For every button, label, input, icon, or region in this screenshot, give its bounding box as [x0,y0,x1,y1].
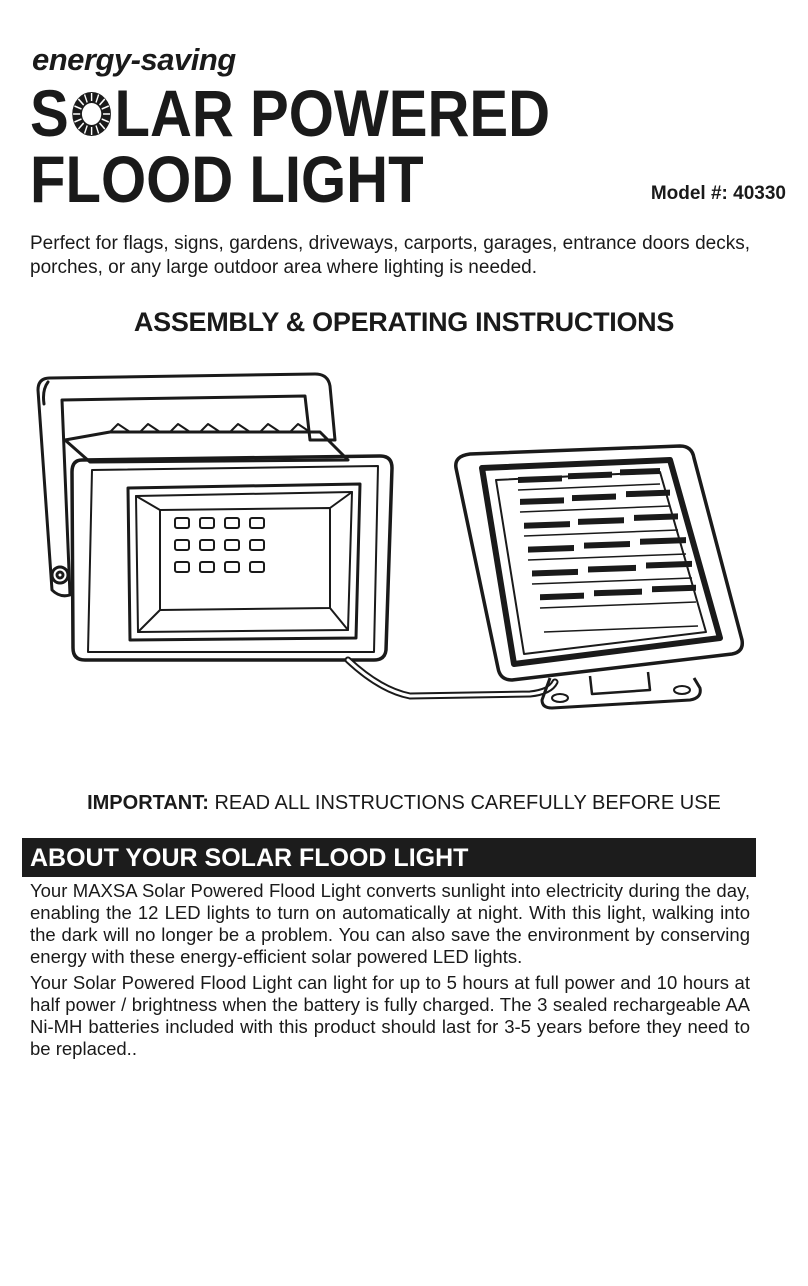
product-illustration [30,360,750,720]
important-notice [0,792,808,815]
model-number: Model #: 40330 [650,183,786,204]
intro-text: Perfect for flags, signs, gardens, driveways, carports, garages, entrance doors decks, porches, or any large outdoor area where lighting is needed. [30,233,750,278]
sun-icon [71,90,113,138]
about-paragraph-2: Your Solar Powered Flood Light can light for up to 5 hours at full power and 10 hours at half power / brightness when the battery is fully charged. The 3 sealed rechargeable AA Ni-MH batteries included with this product should last for 3-5 years before they need to be replaced.. [30,972,750,1059]
tagline: energy-saving [32,42,236,77]
about-paragraph-1: Your MAXSA Solar Powered Flood Light converts sunlight into electricity during the day, enabling the 12 LED lights to turn on automatically at night. With this light, walking into the dark will no longer be a problem. You can also save the environment by conserving energy with these energy-efficient solar powered LED lights. [30,880,750,967]
product-title-line2: FLOOD LIGHT [30,142,424,216]
product-title-line1 [30,76,551,150]
section-title: ABOUT YOUR SOLAR FLOOD LIGHT [30,844,469,872]
title-rest: LAR POWERED [114,76,551,150]
instructions-heading: ASSEMBLY & OPERATING INSTRUCTIONS [133,307,675,337]
important-text: READ ALL INSTRUCTIONS CAREFULLY BEFORE USE [208,792,721,814]
important-label: IMPORTANT: [87,792,209,814]
title-letter-s: S [30,76,69,150]
